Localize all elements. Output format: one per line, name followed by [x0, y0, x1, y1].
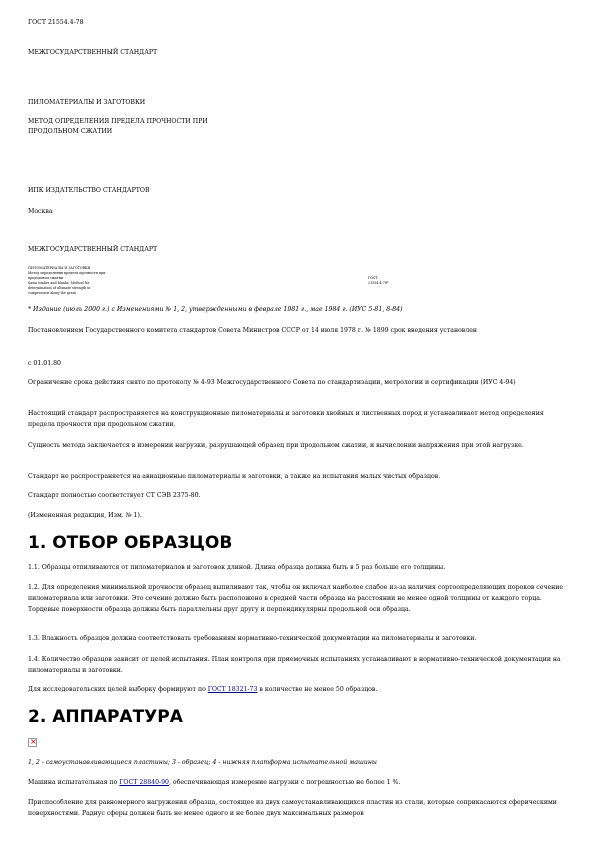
document-code: ГОСТ 21554.4-78: [28, 19, 84, 26]
essence-paragraph: Сущность метода заключается в измерении нагрузки, разрушающей образец при продольном сжатии, и вычислении напряжения при этой нагрузке.: [28, 442, 524, 449]
publisher: ИПК ИЗДАТЕЛЬСТВО СТАНДАРТОВ: [28, 187, 150, 194]
title-block-right-1: ГОСТ: [368, 276, 378, 280]
section-1-heading: 1. ОТБОР ОБРАЗЦОВ: [28, 533, 233, 553]
title-block-left-6: compression along the grain: [28, 291, 76, 295]
edition-note: * Издание (июль 2000 г.) с Изменениями № 1, 2, утвержденными в феврале 1981 г., мае 1984 г. (ИУС 5-81, 8-84): [28, 306, 403, 313]
figure-caption: 1, 2 - самоустанавливающиеся пластины; 3 - образец; 4 - нижняя платформа испытательной машины: [28, 759, 377, 766]
title-line-1: ПИЛОМАТЕРИАЛЫ И ЗАГОТОВКИ: [28, 99, 146, 106]
section-2-p1-text-after: , обеспечивающая измерение нагрузки с погрешностью не более 1 %.: [168, 779, 401, 786]
broken-image-icon: ×: [30, 737, 37, 746]
section-2-p1: [28, 777, 568, 788]
section-1-p1: 1.1. Образцы отпиливаются от пиломатериалов и заготовок длиной. Длина образца должна быть в 5 раз больше его толщины.: [28, 564, 446, 571]
title-block-left-5: determination of ultimate strength in: [28, 286, 91, 290]
section-2-p2: Приспособление для равномерного нагружения образца, состоящее из двух самоустанавливающихся пластин из стали, которые соприкасаются сферическими поверхностями. Радиус сферы должен быть не менее одного и не более двух максимальных размеров: [28, 799, 557, 817]
standard-type: МЕЖГОСУДАРСТВЕННЫЙ СТАНДАРТ: [28, 49, 158, 56]
title-line-2: МЕТОД ОПРЕДЕЛЕНИЯ ПРЕДЕЛА ПРОЧНОСТИ ПРИ: [28, 118, 208, 125]
city: Москва: [28, 208, 53, 215]
section-1-p4: 1.4. Количество образцов зависит от целей испытания. План контроля при приемочных испытаниях устанавливают в нормативно-технической документации на пиломатериалы и заготовки.: [28, 656, 561, 674]
scope-paragraph: Настоящий стандарт распространяется на конструкционные пиломатериалы и заготовки хвойных и лиственных пород и устанавливает метод определения предела прочности при продольном сжатии.: [28, 410, 544, 428]
decree-paragraph: Постановлением Государственного комитета стандартов Совета Министров СССР от 14 июля 1978 г. № 1899 срок введения установлен: [28, 327, 478, 334]
exclusion-paragraph: Стандарт не распространяется на авиационные пиломатериалы и заготовки, а также на испытания малых чистых образцов.: [28, 473, 441, 480]
title-block-left-2: Метод определения предела прочности при: [28, 271, 106, 275]
standard-type-2: МЕЖГОСУДАРСТВЕННЫЙ СТАНДАРТ: [28, 246, 158, 253]
section-2-heading: 2. АППАРАТУРА: [28, 707, 183, 727]
title-block-left-1: ПИЛОМАТЕРИАЛЫ И ЗАГОТОВКИ: [28, 266, 91, 270]
gost-18321-link[interactable]: ГОСТ 18321-73: [207, 686, 258, 693]
title-block-left-3: продольном сжатии: [28, 276, 64, 280]
compliance-paragraph: Стандарт полностью соответствует СТ СЭВ 2375-80.: [28, 492, 201, 499]
title-line-3: ПРОДОЛЬНОМ СЖАТИИ: [28, 128, 113, 135]
effective-date: с 01.01.80: [28, 360, 61, 367]
section-1-p2: 1.2. Для определения минимальной прочности образец выпиливают так, чтобы он включал наиболее слабое из-за наличия сортоопределяющих пороков сечение пиломатериала или заготовки. Это сечение должно быть расположено в средней части образца на расстоянии не менее одной толщины от каждого торца. Торцевые поверхности образца должны быть параллельны друг другу и перпендикулярны продольной оси образца.: [28, 584, 564, 613]
section-1-p5: [28, 684, 568, 695]
limitation-paragraph: Ограничение срока действия снято по протоколу № 4-93 Межгосударственного Совета по стандартизации, метрологии и сертификации (ИУС 4-94): [28, 379, 516, 386]
gost-28840-link[interactable]: ГОСТ 28840-90: [119, 779, 169, 786]
section-1-p5-text-before: Для исследовательских целей выборку формируют по: [28, 686, 208, 693]
title-block-left-4: Sawn timber and blanks. Method for: [28, 281, 90, 285]
title-block-right-2: 21554.4-78*: [368, 281, 389, 285]
revision-note: (Измененная редакция, Изм. № 1).: [28, 512, 142, 519]
section-2-p1-text-before: Машина испытательная по: [28, 779, 120, 786]
section-1-p5-text-after: в количестве не менее 50 образцов.: [257, 686, 378, 693]
section-1-p3: 1.3. Влажность образцов должна соответствовать требованиям нормативно-технической документации на пиломатериалы и заготовки.: [28, 635, 477, 642]
